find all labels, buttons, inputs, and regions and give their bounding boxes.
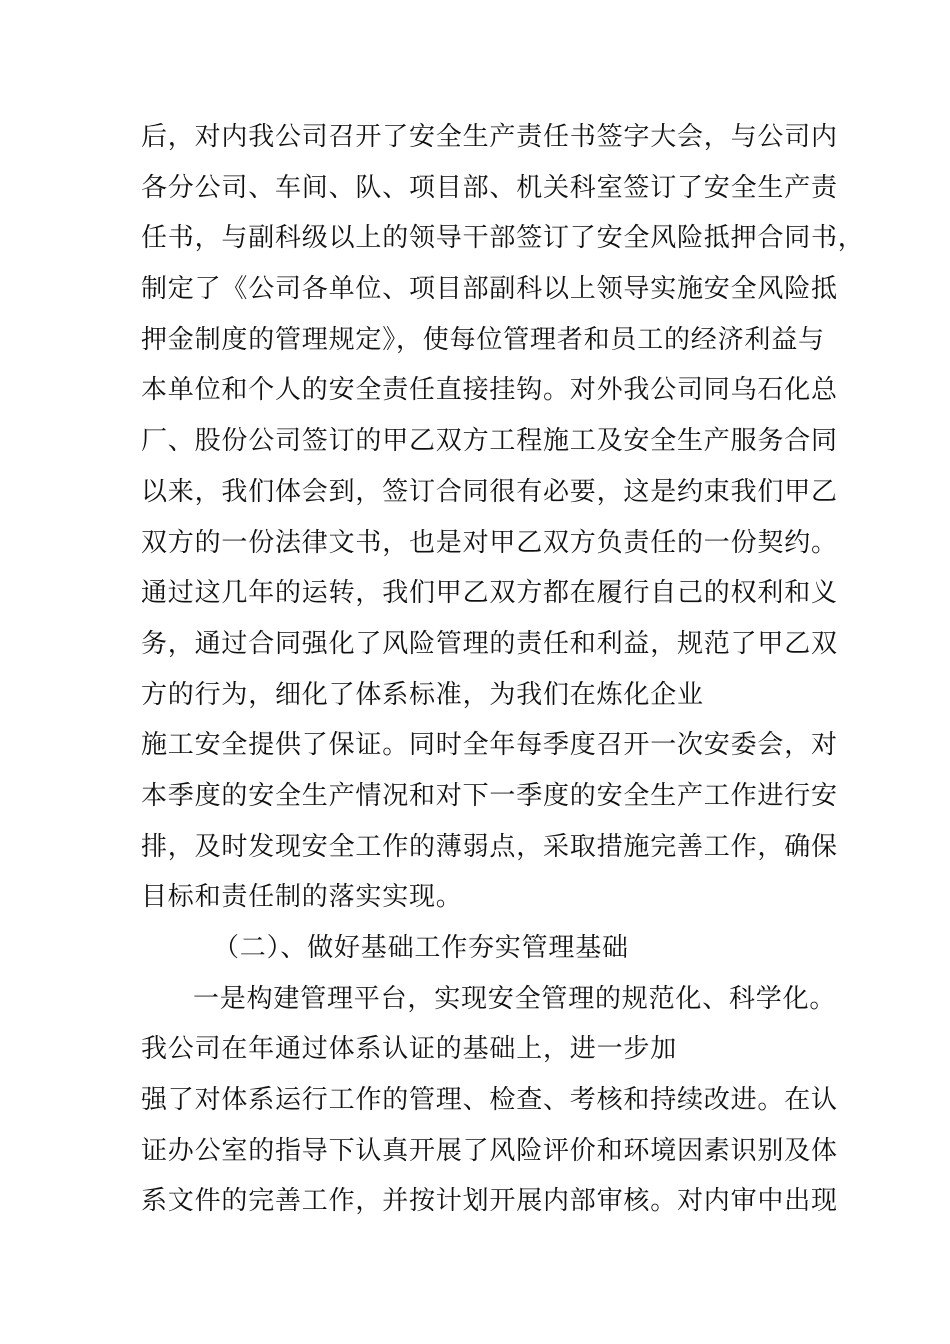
body-text <box>141 112 865 1227</box>
text-line: 我公司在年通过体系认证的基础上，进一步加 <box>141 1034 678 1065</box>
text-line: 一是构建管理平台，实现安全管理的规范化、科学化。 <box>193 983 837 1014</box>
text-line: 以来，我们体会到，签订合同很有必要，这是约束我们甲乙 <box>141 476 838 507</box>
text-line: 押金制度的管理规定》，使每位管理者和员工的经济利益与 <box>141 324 825 355</box>
text-line: 强了对体系运行工作的管理、检查、考核和持续改进。在认 <box>141 1085 838 1116</box>
text-line: 系文件的完善工作，并按计划开展内部审核。对内审中出现 <box>141 1186 838 1217</box>
text-line: 本季度的安全生产情况和对下一季度的安全生产工作进行安 <box>141 780 838 811</box>
text-line: 通过这几年的运转，我们甲乙双方都在履行自己的权利和义 <box>141 578 838 609</box>
text-line: 各分公司、车间、队、项目部、机关科室签订了安全生产责 <box>141 172 838 203</box>
text-line: 双方的一份法律文书，也是对甲乙双方负责任的一份契约。 <box>141 527 838 558</box>
text-line: 制定了《公司各单位、项目部副科以上领导实施安全风险抵 <box>141 274 838 305</box>
text-line: 方的行为，细化了体系标准，为我们在炼化企业 <box>141 679 704 710</box>
section-heading: （二）、做好基础工作夯实管理基础 <box>213 933 629 963</box>
text-line: 厂、股份公司签订的甲乙双方工程施工及安全生产服务合同 <box>141 426 838 457</box>
text-line: 后，对内我公司召开了安全生产责任书签字大会，与公司内 <box>141 122 838 152</box>
text-line: 证办公室的指导下认真开展了风险评价和环境因素识别及体 <box>141 1135 838 1166</box>
text-line: 任书，与副科级以上的领导干部签订了安全风险抵押合同书， <box>141 223 865 254</box>
text-line: 务，通过合同强化了风险管理的责任和利益，规范了甲乙双 <box>141 628 838 659</box>
text-line: 施工安全提供了保证。同时全年每季度召开一次安委会，对 <box>141 730 838 761</box>
text-line: 排，及时发现安全工作的薄弱点，采取措施完善工作，确保 <box>141 831 838 862</box>
text-line: 本单位和个人的安全责任直接挂钩。对外我公司同乌石化总 <box>141 375 838 406</box>
text-line: 目标和责任制的落实实现。 <box>141 882 463 913</box>
